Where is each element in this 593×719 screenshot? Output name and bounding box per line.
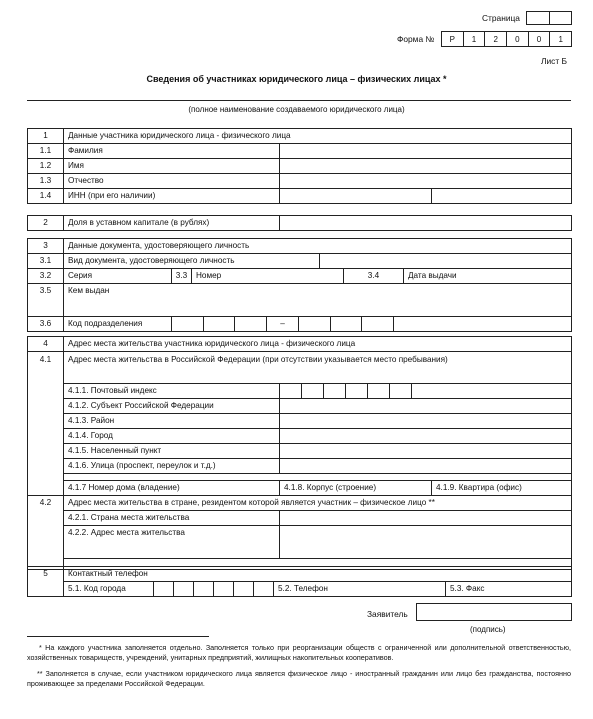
postal-code-cell[interactable]	[302, 384, 324, 398]
field-label: Адрес места жительства в стране, резидентом которой является участник – физическое лицо **	[64, 496, 572, 511]
field-label: Имя	[64, 159, 280, 174]
row-number: 3.5	[28, 284, 64, 317]
form-code-cell: 2	[485, 32, 507, 46]
signature-caption: (подпись)	[470, 625, 506, 634]
surname-field[interactable]	[280, 144, 572, 159]
signature-field[interactable]	[416, 603, 572, 621]
section-number: 3	[28, 239, 64, 254]
form-code-cell: Р	[442, 32, 464, 46]
row-number: 1.1	[28, 144, 64, 159]
document-type-field[interactable]	[320, 254, 572, 269]
section-title: Контактный телефон	[64, 567, 572, 582]
field-label: Кем выдан	[68, 286, 110, 295]
field-label: ИНН (при его наличии)	[64, 189, 280, 204]
code-cell[interactable]	[235, 317, 267, 331]
postal-code-cell[interactable]	[280, 384, 302, 398]
house-field[interactable]: 4.1.7 Номер дома (владение)	[64, 481, 280, 496]
field-label: 4.1.5. Населенный пункт	[64, 444, 280, 459]
code-cell[interactable]	[362, 317, 394, 331]
row-number: 1.3	[28, 174, 64, 189]
page-label: Страница	[482, 13, 520, 23]
form-code-cell: 1	[464, 32, 486, 46]
footnote-divider	[27, 636, 209, 637]
page-title: Сведения об участниках юридического лица – физических лицах *	[146, 74, 447, 84]
section-4-table	[27, 336, 572, 570]
field-label: 4.1.1. Почтовый индекс	[64, 384, 280, 399]
section-1-table	[27, 128, 572, 204]
patronymic-field[interactable]	[280, 174, 572, 189]
postal-code-cell[interactable]	[324, 384, 346, 398]
inn-field[interactable]	[280, 189, 432, 204]
footnote: * На каждого участника заполняется отдельно. Заполняется только при реорганизации обществ с ограниченной или дополнительной ответственностью, хозяйственных товариществ, учреждений, унитарных предприятий, жилищных накопительных кооперативов.	[27, 643, 571, 662]
page-number-cells[interactable]	[526, 11, 572, 25]
section-title: Данные участника юридического лица - физического лица	[64, 129, 572, 144]
city-code-cell[interactable]	[154, 582, 174, 596]
city-code-cell[interactable]	[234, 582, 254, 596]
form-code-cell: 0	[507, 32, 529, 46]
form-code-cell: 1	[558, 34, 563, 44]
field-label: 4.1.2. Субъект Российской Федерации	[64, 399, 280, 414]
postal-code-field[interactable]	[280, 384, 572, 399]
series-field[interactable]: Серия	[64, 269, 172, 284]
region-field[interactable]	[280, 399, 572, 414]
row-number: 1.4	[28, 189, 64, 204]
company-name-caption: (полное наименование создаваемого юридического лица)	[188, 105, 405, 114]
corpus-field[interactable]: 4.1.8. Корпус (строение)	[280, 481, 432, 496]
row-number: 3.1	[28, 254, 64, 269]
flat-field[interactable]: 4.1.9. Квартира (офис)	[432, 481, 572, 496]
section-title: Адрес места жительства участника юридического лица - физического лица	[64, 337, 572, 352]
code-cell[interactable]	[331, 317, 363, 331]
street-field[interactable]	[280, 459, 572, 474]
signer-label: Заявитель	[367, 609, 408, 619]
country-field[interactable]	[280, 511, 572, 526]
city-field[interactable]	[280, 429, 572, 444]
section-2-table	[27, 215, 572, 231]
section-title: Данные документа, удостоверяющего личность	[64, 239, 572, 254]
field-label: 4.1.3. Район	[64, 414, 280, 429]
fax-field[interactable]: 5.3. Факс	[446, 582, 572, 597]
code-cell[interactable]	[172, 317, 204, 331]
section-number: 1	[28, 129, 64, 144]
code-dash: –	[267, 317, 299, 331]
field-label: Вид документа, удостоверяющего личность	[64, 254, 320, 269]
code-cell[interactable]	[299, 317, 331, 331]
city-code-cell[interactable]	[174, 582, 194, 596]
code-cell[interactable]	[204, 317, 236, 331]
field-label: Фамилия	[64, 144, 280, 159]
row-number: 3.4	[344, 269, 404, 284]
postal-code-cell[interactable]	[368, 384, 390, 398]
issued-by-field[interactable]	[64, 284, 572, 317]
section-3-table	[27, 238, 572, 332]
field-label: 4.2.2. Адрес места жительства	[64, 526, 280, 559]
section-number: 4	[28, 337, 64, 352]
field-label: Адрес места жительства в Российской Федерации (при отсутствии указывается место пребывания)	[64, 352, 572, 384]
foreign-address-field[interactable]	[280, 526, 572, 559]
row-number: 3.3	[172, 269, 192, 284]
row-number: 4.2	[28, 496, 64, 570]
city-code-cell[interactable]	[254, 582, 273, 596]
name-field[interactable]	[280, 159, 572, 174]
field-label: Доля в уставном капитале (в рублях)	[64, 216, 280, 231]
footnote: ** Заполняется в случае, если участником юридического лица является физическое лицо - иностранный гражданин или лицо без гражданства, постоянно проживающее за пределами Российской Федерации.	[27, 669, 571, 688]
section-number: 2	[28, 216, 64, 231]
section-number: 5	[28, 567, 64, 597]
postal-code-cell[interactable]	[390, 384, 412, 398]
form-code-cells	[441, 31, 572, 47]
city-code-cell[interactable]	[194, 582, 214, 596]
postal-code-cell[interactable]	[346, 384, 368, 398]
row-number: 4.1	[28, 352, 64, 496]
section-5-table	[27, 566, 572, 597]
sheet-label: Лист Б	[541, 56, 568, 66]
form-label: Форма №	[397, 34, 435, 44]
row-number: 3.2	[28, 269, 64, 284]
field-label: 4.1.4. Город	[64, 429, 280, 444]
row-number: 1.2	[28, 159, 64, 174]
city-code-field[interactable]	[154, 582, 274, 597]
document-number-field[interactable]: Номер	[192, 269, 344, 284]
district-field[interactable]	[280, 414, 572, 429]
subdivision-code-field[interactable]	[172, 317, 572, 332]
row-number: 3.6	[28, 317, 64, 332]
share-capital-field[interactable]	[280, 216, 572, 231]
inn-field-extra[interactable]	[432, 189, 572, 204]
spacer	[64, 474, 572, 481]
field-label: 4.2.1. Страна места жительства	[64, 511, 280, 526]
issue-date-field[interactable]: Дата выдачи	[404, 269, 572, 284]
field-label: 4.1.6. Улица (проспект, переулок и т.д.)	[64, 459, 280, 474]
field-label: 5.1. Код города	[64, 582, 154, 597]
field-label: Код подразделения	[64, 317, 172, 332]
form-code-cell: 0	[529, 32, 551, 46]
locality-field[interactable]	[280, 444, 572, 459]
company-name-line[interactable]	[27, 100, 571, 101]
field-label: Отчество	[64, 174, 280, 189]
phone-field[interactable]: 5.2. Телефон	[274, 582, 446, 597]
city-code-cell[interactable]	[214, 582, 234, 596]
